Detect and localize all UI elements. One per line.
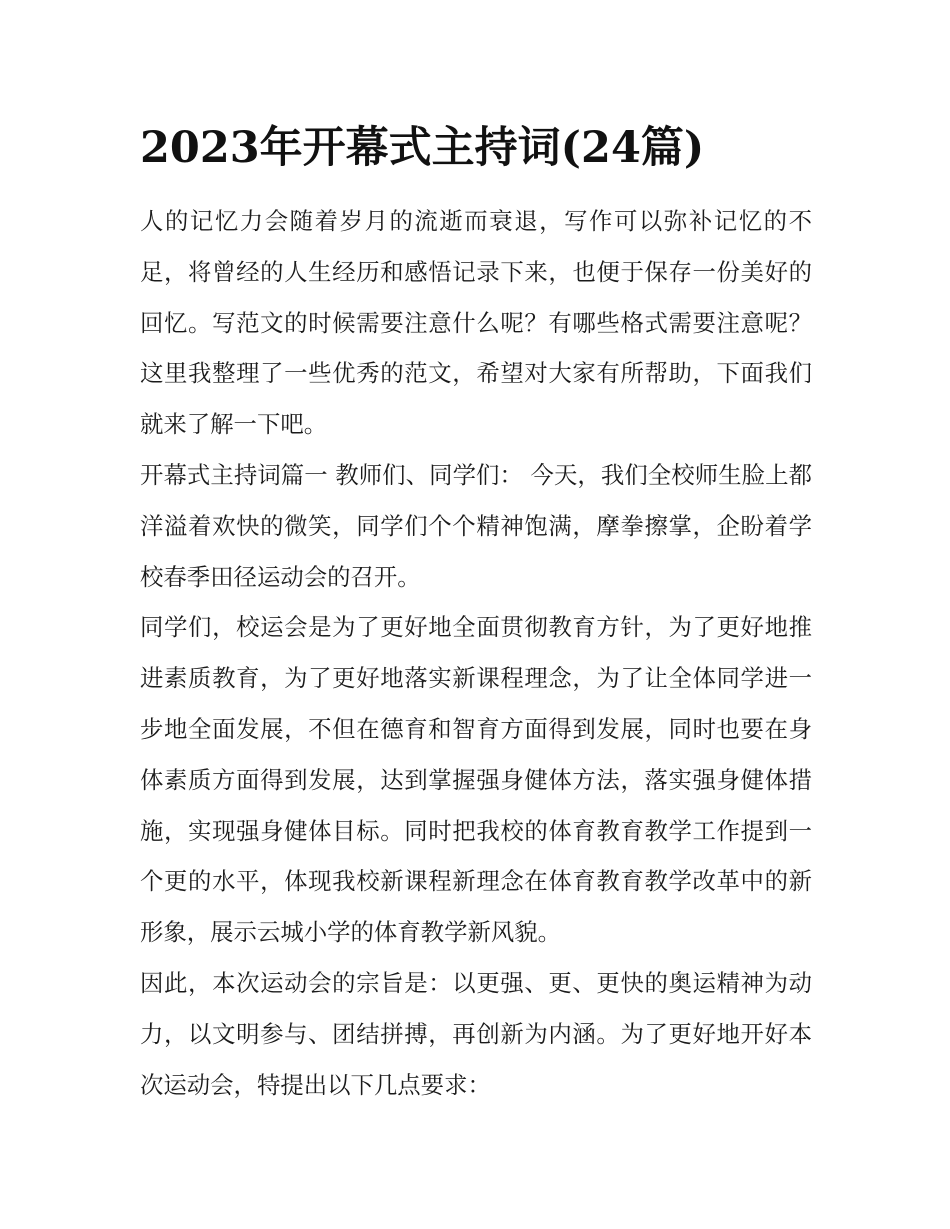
document-title: 2023年开幕式主持词(24篇) [140,123,705,173]
paragraph-opening: 开幕式主持词篇一 教师们、同学们： 今天，我们全校师生脸上都洋溢着欢快的微笑，同学们个个精神饱满，摩拳擦掌，企盼着学校春季田径运动会的召开。 [140,460,812,591]
paragraph-intro: 人的记忆力会随着岁月的流逝而衰退，写作可以弥补记忆的不足，将曾经的人生经历和感悟记录下来，也便于保存一份美好的回忆。写范文的时候需要注意什么呢？有哪些格式需要注意呢？这里我整理了一些优秀的范文，希望对大家有所帮助，下面我们就来了解一下吧。 [140,207,812,439]
paragraph-purpose: 同学们，校运会是为了更好地全面贯彻教育方针，为了更好地推进素质教育，为了更好地落实新课程理念，为了让全体同学进一步地全面发展，不但在德育和智育方面得到发展，同时也要在身体素质方面得到发展，达到掌握强身健体方法，落实强身健体措施，实现强身健体目标。同时把我校的体育教育教学工作提到一个更的水平，体现我校新课程新理念在体育教育教学改革中的新形象，展示云城小学的体育教学新风貌。 [140,613,812,947]
paragraph-requirements: 因此，本次运动会的宗旨是：以更强、更、更快的奥运精神为动力，以文明参与、团结拼搏，再创新为内涵。为了更好地开好本次运动会，特提出以下几点要求： [140,968,812,1099]
document-body [140,196,812,1110]
